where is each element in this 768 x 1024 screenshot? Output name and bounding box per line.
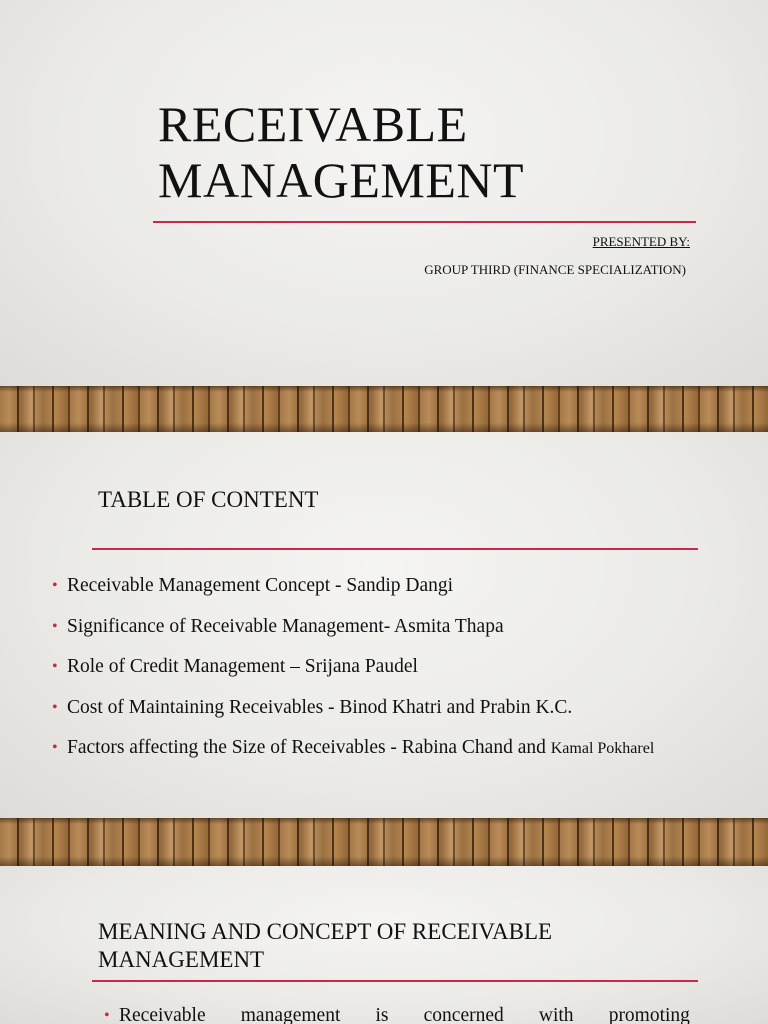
meaning-word: promoting <box>608 1005 690 1024</box>
toc-item-text-small: Kamal Pokharel <box>550 740 655 757</box>
bullet-icon: • <box>52 577 58 594</box>
bullet-icon: • <box>52 617 58 635</box>
bullet-icon: • <box>52 658 58 675</box>
meaning-bullet <box>104 1002 705 1024</box>
toc-item-text: Significance of Receivable Management- Asmita Thapa <box>67 615 504 637</box>
toc-item <box>52 647 764 688</box>
slide-table-of-content <box>0 432 768 818</box>
meaning-heading <box>98 918 552 974</box>
presentation-title <box>158 96 524 208</box>
group-name: GROUP THIRD (FINANCE SPECIALIZATION) <box>424 262 686 277</box>
slide-title <box>0 0 768 386</box>
title-line-1: RECEIVABLE <box>158 96 468 152</box>
toc-item <box>52 728 764 770</box>
presented-by-label: PRESENTED BY: <box>592 234 690 249</box>
toc-item-text: Receivable Management Concept - Sandip Dangi <box>67 575 454 596</box>
title-divider <box>153 221 696 223</box>
bullet-icon: • <box>52 739 58 756</box>
meaning-word: is <box>375 1005 389 1024</box>
wood-floor-strip <box>0 386 768 432</box>
meaning-word: with <box>538 1005 574 1024</box>
meaning-heading-line-1: MEANING AND CONCEPT OF RECEIVABLE <box>98 919 553 944</box>
title-line-2: MANAGEMENT <box>158 152 525 208</box>
meaning-word: Receivable <box>119 1005 206 1024</box>
toc-item-text: Factors affecting the Size of Receivables - Rabina Chand and <box>67 737 551 758</box>
toc-item <box>52 607 764 648</box>
toc-item-text: Cost of Maintaining Receivables - Binod Khatri and Prabin K.C. <box>67 696 573 718</box>
bullet-icon: • <box>52 698 58 716</box>
toc-item-text: Role of Credit Management – Srijana Paudel <box>67 656 418 677</box>
toc-list <box>52 566 764 770</box>
bullet-icon: • <box>104 1007 110 1024</box>
toc-item <box>52 566 764 607</box>
slide-meaning-concept <box>0 866 768 1024</box>
wood-floor-strip <box>0 818 768 866</box>
meaning-bullet-text <box>119 1002 690 1024</box>
toc-item <box>52 688 764 729</box>
meaning-divider <box>92 980 698 982</box>
meaning-word: management <box>240 1005 341 1024</box>
meaning-word: concerned <box>423 1005 504 1024</box>
toc-divider <box>92 548 698 550</box>
toc-heading: TABLE OF CONTENT <box>98 487 319 512</box>
meaning-heading-line-2: MANAGEMENT <box>98 947 265 972</box>
